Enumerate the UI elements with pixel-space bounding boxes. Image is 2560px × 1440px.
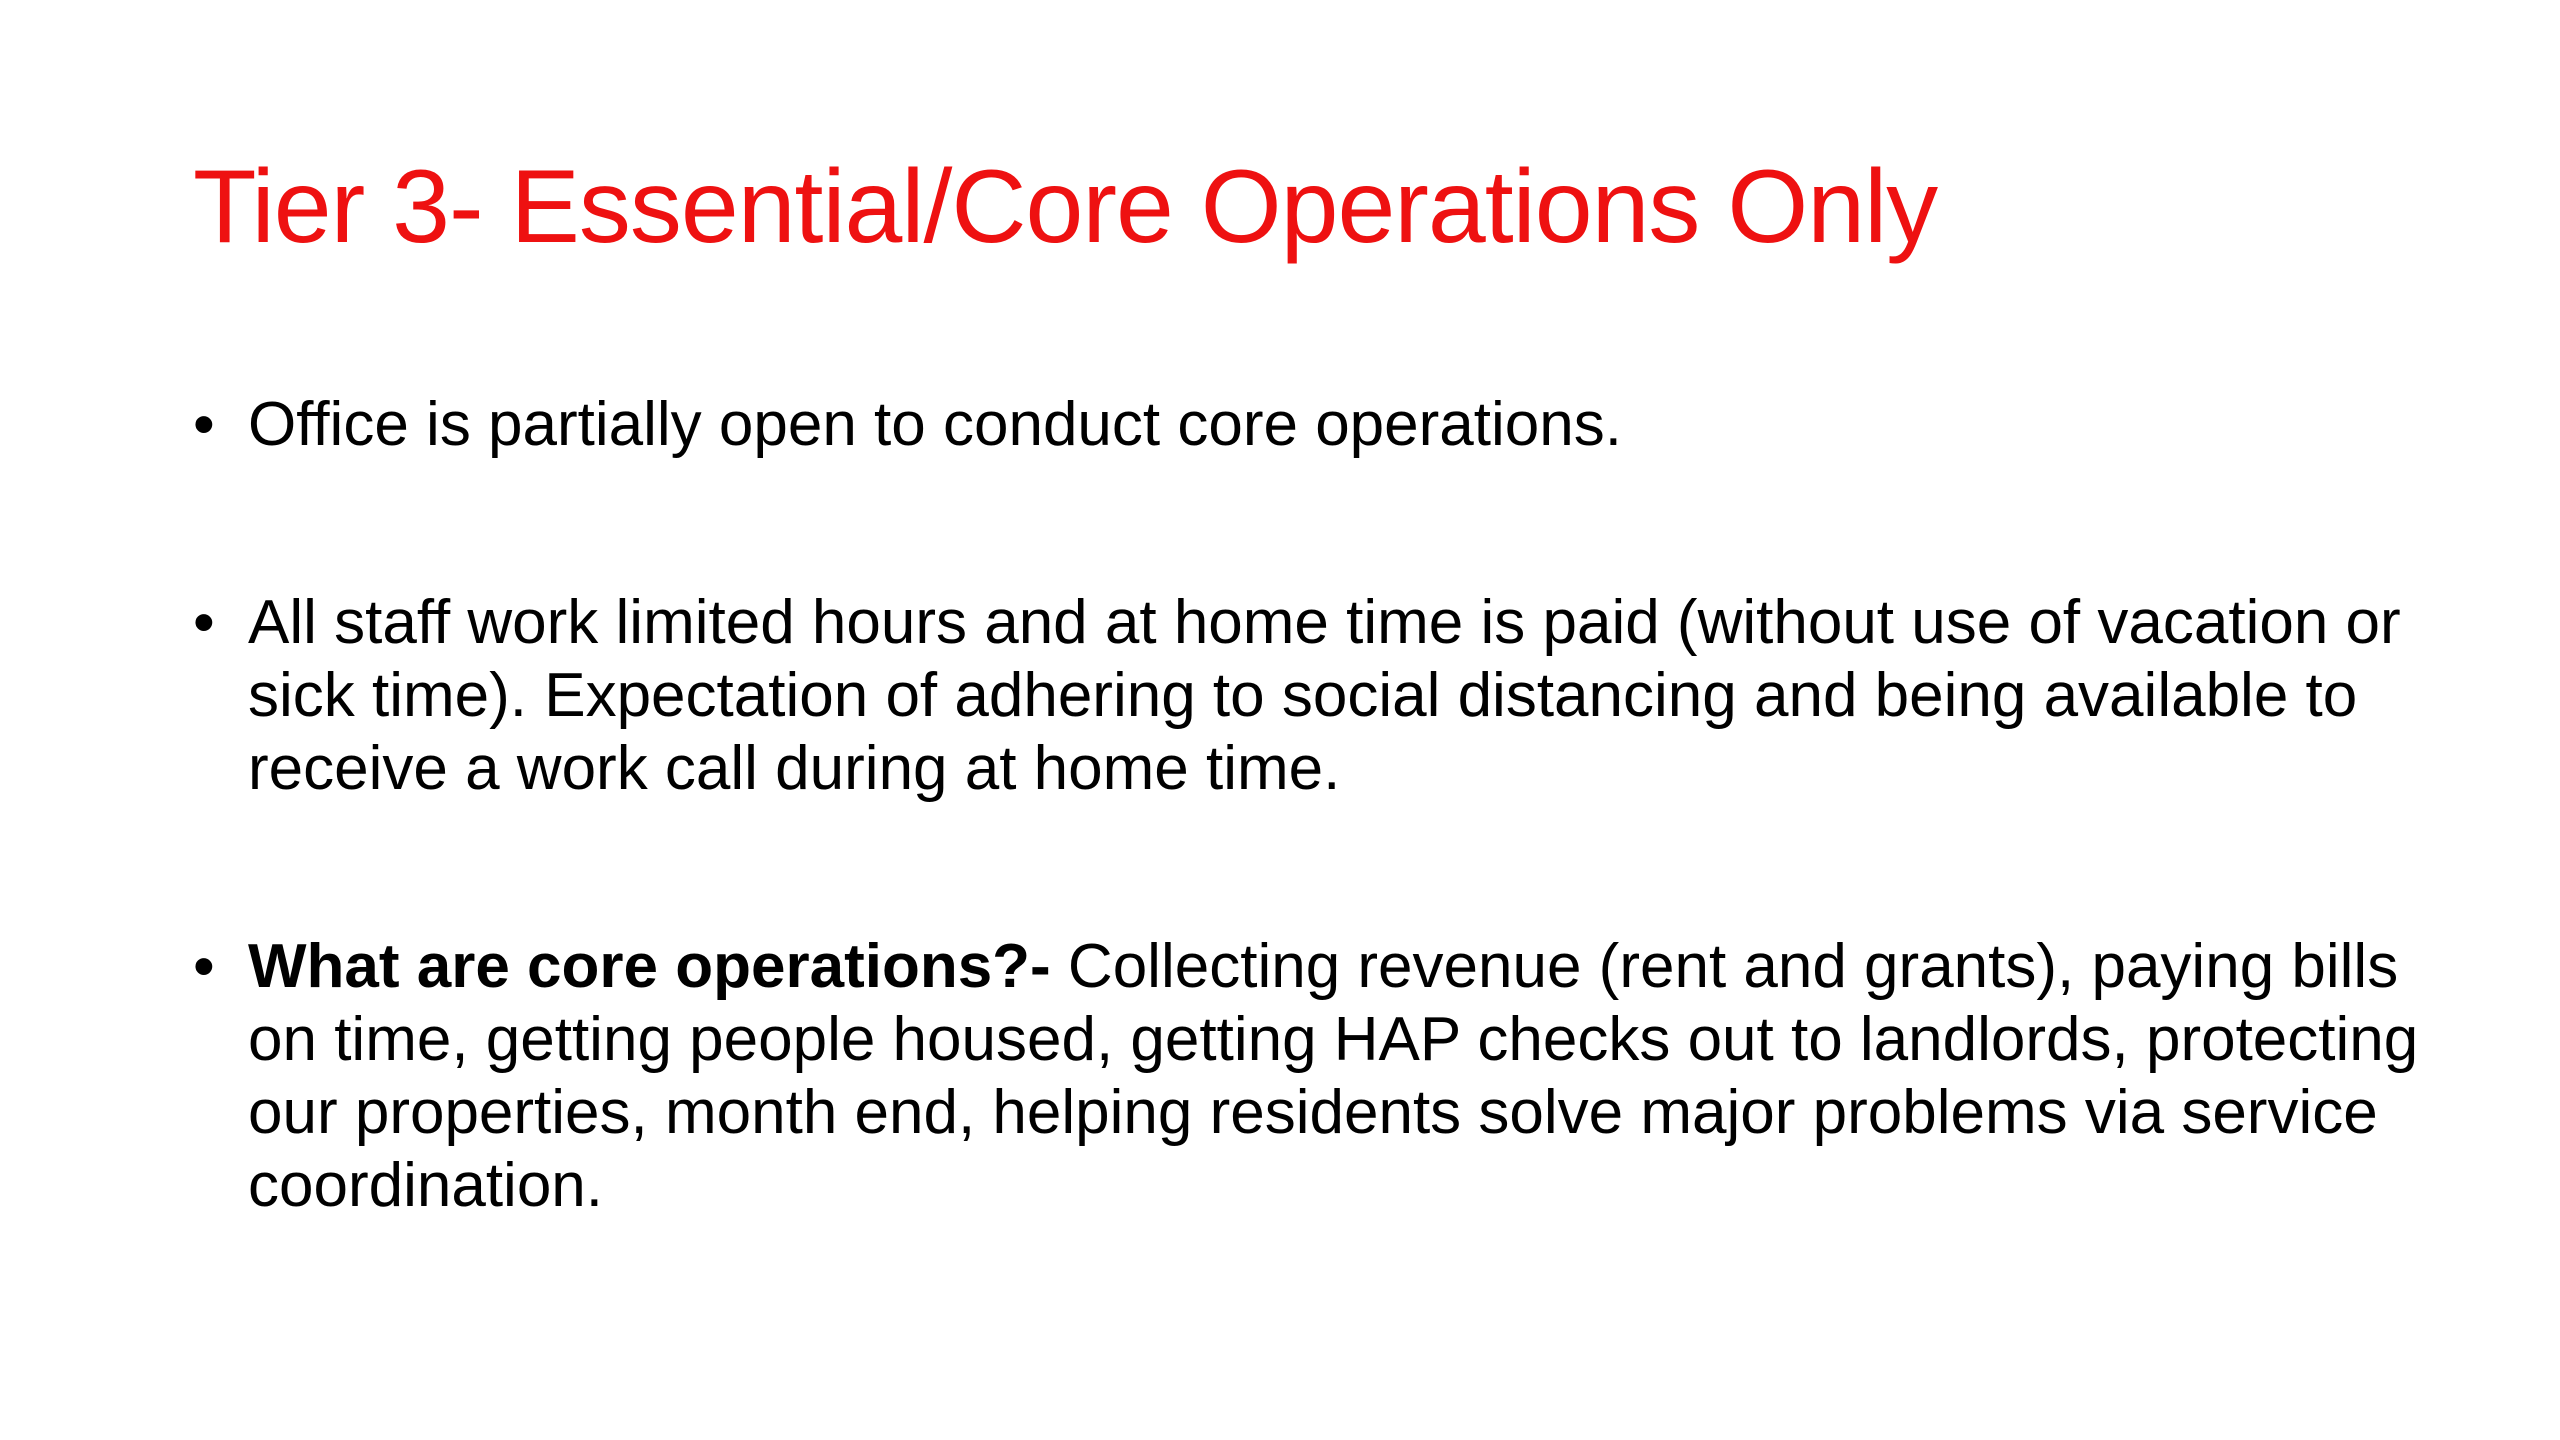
slide-title: Tier 3- Essential/Core Operations Only [193,149,1938,265]
bullet-text: All staff work limited hours and at home time is paid (without use of vacation or sick time). Expectation of adhering to social distancing and being available to receive a work call during at home time. [248,588,2401,803]
bullet-text: Office is partially open to conduct core operations. [248,390,1622,459]
bullet-dot-icon: • [193,932,215,1001]
bullet-list [193,388,2453,1222]
bullet-lead-question: What are core operations?- [248,932,1051,1001]
bullet-dot-icon: • [193,588,215,657]
bullet-item-office-open [193,388,2453,461]
bullet-text: Collecting revenue (rent and grants), paying bills on time, getting people housed, getting HAP checks out to landlords, protecting our properties, month end, helping residents solve major problems via service coordination. [248,932,2419,1220]
bullet-item-core-operations [193,930,2453,1222]
bullet-dot-icon: • [193,390,215,459]
bullet-item-staff-hours [193,586,2453,805]
